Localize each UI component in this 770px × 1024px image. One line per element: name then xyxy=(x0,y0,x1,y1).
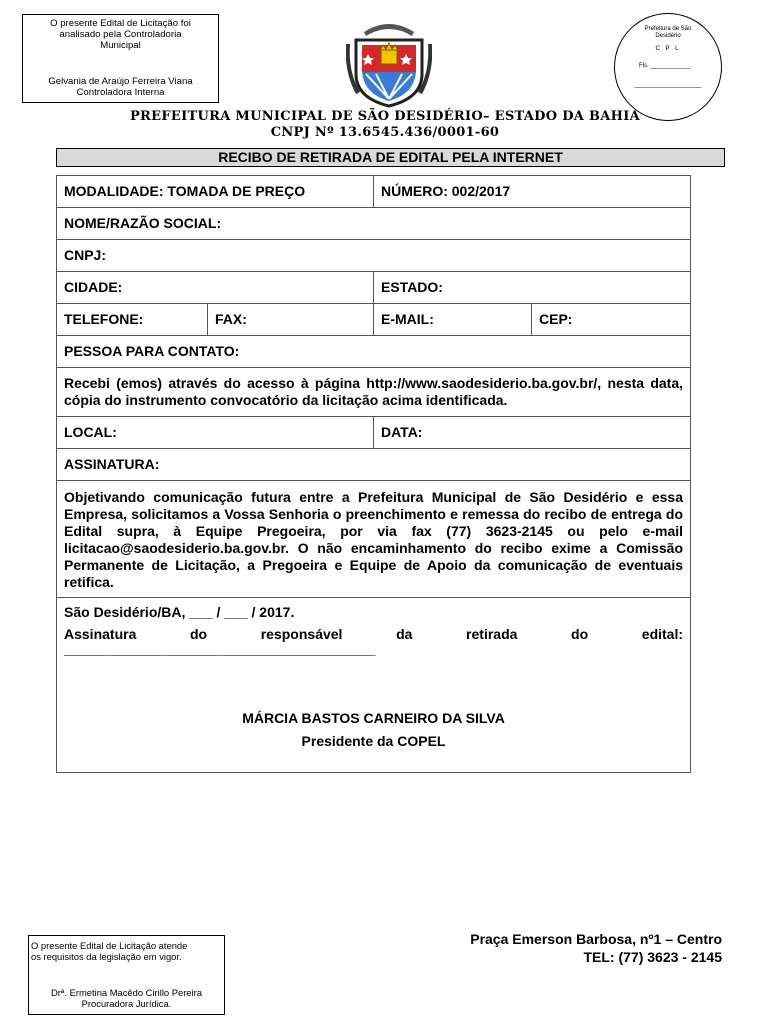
data-field[interactable]: DATA: xyxy=(374,417,691,449)
procuradoria-line1: O presente Edital de Licitação atende xyxy=(31,940,188,951)
footer-tel: TEL: (77) 3623 - 2145 xyxy=(583,949,722,965)
cidade-field[interactable]: CIDADE: xyxy=(57,272,374,304)
fax-field[interactable]: FAX: xyxy=(208,304,374,336)
procuradoria-box xyxy=(28,935,225,1015)
stamp-line1: Prefeitura de São xyxy=(644,26,692,32)
footer-address: Praça Emerson Barbosa, nº1 – Centro xyxy=(470,931,722,947)
assinatura-responsavel-line: Assinatura do responsável da retirada do edital: xyxy=(64,626,684,642)
razao-social-field[interactable]: NOME/RAZÃO SOCIAL: xyxy=(57,208,691,240)
controladoria-line3: Municipal xyxy=(100,40,141,51)
objetivando-paragraph: Objetivando comunicação futura entre a Prefeitura Municipal de São Desidério e essa Empresa, solicitamos a Vossa Senhoria o preenchimento e remessa do recibo de entrega do Edital supra, à Equipe Pregoeira, por via fax (77) 3623-2145 ou pelo e-mail licitacao@saodesiderio.ba.gov.br. O não encaminhamento do recibo exime a Comissão Permanente de Licitação, a Pregoeira e Equipe de Apoio da comunicação de eventuais retifica. xyxy=(57,481,691,598)
controladoria-box xyxy=(22,14,219,103)
assinatura-field[interactable]: ASSINATURA: xyxy=(57,449,691,481)
procuradoria-role: Procuradora Jurídica. xyxy=(81,998,172,1009)
email-field[interactable]: E-MAIL: xyxy=(374,304,532,336)
signature-section xyxy=(57,598,691,773)
controladoria-signer: Gelvania de Araújo Ferreira Viana xyxy=(48,76,193,87)
header-title: PREFEITURA MUNICIPAL DE SÃO DESIDÉRIO– ESTADO DA BAHIA xyxy=(129,109,640,124)
controladoria-line1: O presente Edital de Licitação foi xyxy=(50,18,191,29)
stamp-line2: Desidério xyxy=(655,33,681,39)
contato-field[interactable]: PESSOA PARA CONTATO: xyxy=(57,336,691,368)
stamp-signature-line: ____________________ xyxy=(634,82,702,88)
stamp-fls: Fls. ____________ xyxy=(639,63,691,69)
estado-field[interactable]: ESTADO: xyxy=(374,272,691,304)
municipal-crest-logo xyxy=(346,22,432,108)
controladoria-role: Controladora Interna xyxy=(76,87,165,98)
header-cnpj: CNPJ Nº 13.6545.436/0001-60 xyxy=(270,125,500,140)
cep-field[interactable]: CEP: xyxy=(532,304,691,336)
signature-underline: ________________________________________ xyxy=(64,641,376,657)
local-field[interactable]: LOCAL: xyxy=(57,417,374,449)
procuradoria-signer: Drª. Ermetina Macêdo Cirillo Pereira xyxy=(51,987,202,998)
document-title: RECIBO DE RETIRADA DE EDITAL PELA INTERNET xyxy=(56,148,725,167)
modalidade-field: MODALIDADE: TOMADA DE PREÇO xyxy=(57,176,374,208)
signer-role: Presidente da COPEL xyxy=(301,733,446,749)
procuradoria-line2: os requisitos da legislação em vigor. xyxy=(31,951,182,962)
controladoria-line2: analisado pela Controladoria xyxy=(59,29,182,40)
recebi-statement: Recebi (emos) através do acesso à página http://www.saodesiderio.ba.gov.br/, nesta data, cópia do instrumento convocatório da licitação acima identificada. xyxy=(57,368,691,417)
local-data-line: São Desidério/BA, ___ / ___ / 2017. xyxy=(64,604,295,620)
signer-name: MÁRCIA BASTOS CARNEIRO DA SILVA xyxy=(242,710,505,726)
cpl-stamp xyxy=(614,13,722,121)
stamp-cpl: C P L xyxy=(655,46,681,52)
footer-contact xyxy=(470,930,722,966)
cnpj-field[interactable]: CNPJ: xyxy=(57,240,691,272)
receipt-form xyxy=(56,175,691,773)
telefone-field[interactable]: TELEFONE: xyxy=(57,304,208,336)
numero-field: NÚMERO: 002/2017 xyxy=(374,176,691,208)
